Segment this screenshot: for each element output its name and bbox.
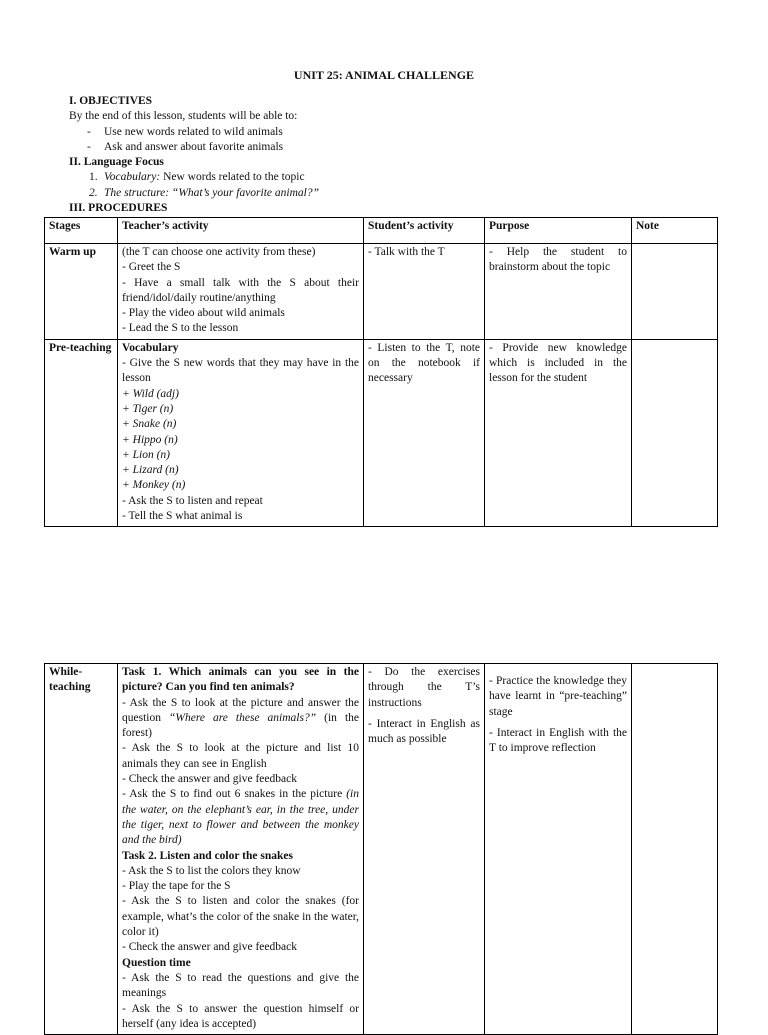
header-cell: Purpose [485,218,632,244]
stage-cell: Pre-teaching [45,339,118,527]
procedures-table [44,217,718,527]
procedures-heading: III. PROCEDURES [69,202,168,215]
header-cell: Note [632,218,718,244]
header-cell: Stages [45,218,118,244]
objectives-heading: I. OBJECTIVES [69,95,153,107]
note-cell [632,664,718,1035]
student-activity-cell: - Listen to the T, note on the notebook if necessary [364,339,485,527]
stage-cell: While-teaching [45,664,118,1035]
document-title: UNIT 25: ANIMAL CHALLENGE [293,68,475,82]
language-focus-heading: II. Language Focus [69,156,164,169]
table-header-row [45,218,718,244]
header-cell: Student’s activity [364,218,485,244]
purpose-cell: - Help the student to brainstorm about the topic [485,244,632,340]
table-row [45,244,718,340]
objectives-intro: By the end of this lesson, students will be able to: [69,110,298,123]
table-row [45,664,718,1035]
teacher-activity-cell: Task 1. Which animals can you see in the picture? Can you find ten animals? - Ask the S to look at the picture and answer the question “Where are these animals?” (in the forest) - Ask the S to look at the picture and list 10 animals they can see in English - Check the answer and give feedback - Ask the S to find out 6 snakes in the picture (in the water, on the elephant’s ear, in the tree, under the tiger, next to flower and between the monkey and the bird) Task 2. Listen and color the snakes - Ask the S to list the colors they know - Play the tape for the S - Ask the S to listen and color the snakes (for example, what’s the color of the snake in the water, color it) - Check the answer and give feedback Question time - Ask the S to read the questions and give the meanings - Ask the S to answer the question himself or herself (any idea is accepted) [118,664,364,1035]
note-cell [632,339,718,527]
student-activity-cell: - Talk with the T [364,244,485,340]
language-focus-item: 1. Vocabulary: New words related to the topic [89,171,305,184]
objective-item: - Ask and answer about favorite animals [87,140,284,153]
header-cell: Teacher’s activity [118,218,364,244]
purpose-cell: - Provide new knowledge which is included in the lesson for the student [485,339,632,527]
header-sections [69,94,709,216]
language-focus-item: 2. The structure: “What’s your favorite animal?” [89,186,319,199]
objective-item: - Use new words related to wild animals [87,125,283,138]
procedures-table-continued [44,663,718,1035]
stage-cell: Warm up [45,244,118,340]
student-activity-cell: - Do the exercises through the T’s instructions - Interact in English as much as possible [364,664,485,1035]
note-cell [632,244,718,340]
teacher-activity-cell: Vocabulary - Give the S new words that they may have in the lesson + Wild (adj) + Tiger (n) + Snake (n) + Hippo (n) + Lion (n) + Lizard (n) + Monkey (n) - Ask the S to listen and repeat - Tell the S what animal is [118,339,364,527]
table-row [45,339,718,527]
purpose-cell: - Practice the knowledge they have learnt in “pre-teaching” stage - Interact in English with the T to improve reflection [485,664,632,1035]
teacher-activity-cell: (the T can choose one activity from these) - Greet the S - Have a small talk with the S about their friend/idol/daily routine/anything - Play the video about wild animals - Lead the S to the lesson [118,244,364,340]
